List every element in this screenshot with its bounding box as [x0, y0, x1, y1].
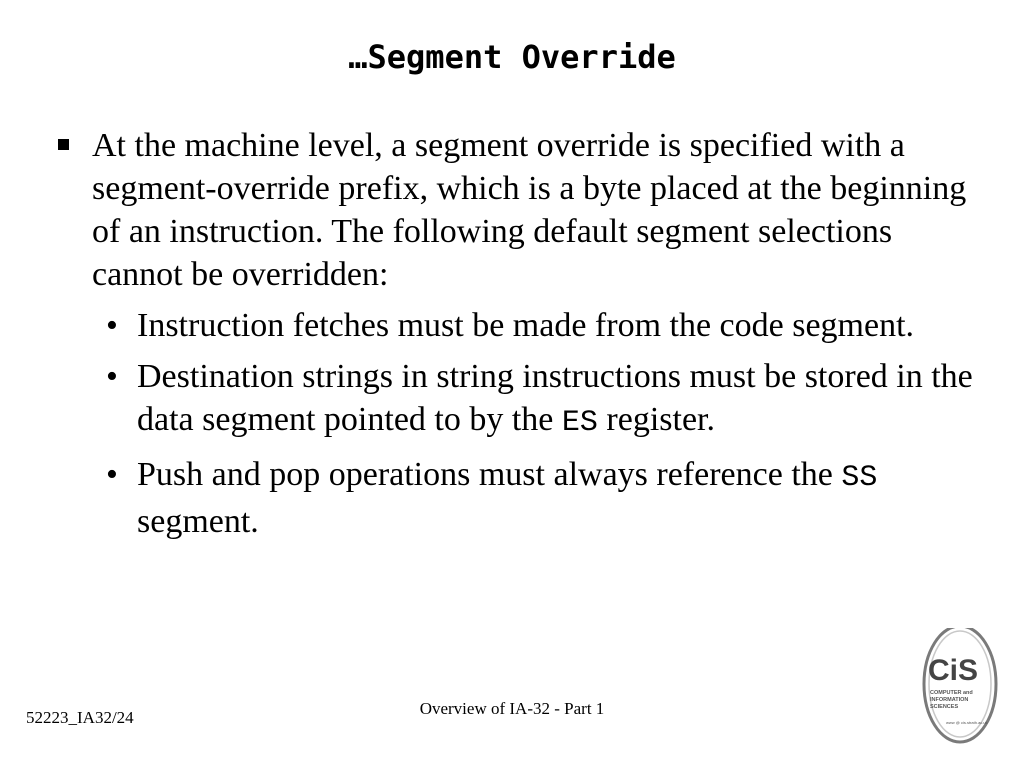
- footer-title: Overview of IA-32 - Part 1: [419, 699, 605, 718]
- slide-title: …Segment Override: [348, 38, 676, 76]
- sub-bullet-1-text: Instruction fetches must be made from the code segment.: [137, 307, 915, 344]
- bullet-dot-icon: •: [106, 456, 118, 493]
- bullet-dot-icon: •: [106, 307, 118, 344]
- square-bullet-icon: [58, 139, 69, 150]
- logo-url: www @ cis.strath.ac.uk: [946, 720, 988, 725]
- sub-bullet-3: [56, 453, 976, 543]
- cis-logo: [916, 628, 1000, 750]
- main-bullet: [56, 124, 976, 296]
- logo-line-2: INFORMATION: [930, 697, 969, 703]
- slide-body: [56, 124, 976, 551]
- bullet-dot-icon: •: [106, 358, 118, 395]
- sub-bullet-3-text: Push and pop operations must always reference the: [137, 456, 842, 493]
- logo-line-3: SCIENCES: [930, 704, 959, 710]
- sub-bullet-2: [56, 355, 976, 445]
- logo-line-1: COMPUTER and: [930, 690, 973, 696]
- sub-bullet-3-text-end: segment.: [137, 503, 259, 540]
- main-bullet-text: At the machine level, a segment override is specified with a segment-override prefix, which is a byte placed at the beginning of an instruction. The following default segment selections cannot be overridden:: [92, 127, 967, 293]
- ss-register-code: SS: [841, 461, 878, 495]
- logo-mark: CiS: [928, 654, 979, 687]
- es-register-code: ES: [561, 406, 598, 440]
- sub-bullet-2-text-end: register.: [597, 401, 715, 438]
- slide-number: 52223_IA32/24: [26, 708, 134, 727]
- sub-bullet-1: [56, 304, 976, 347]
- sub-bullet-2-text: Destination strings in string instructions must be stored in the data segment pointed to by the: [137, 358, 973, 438]
